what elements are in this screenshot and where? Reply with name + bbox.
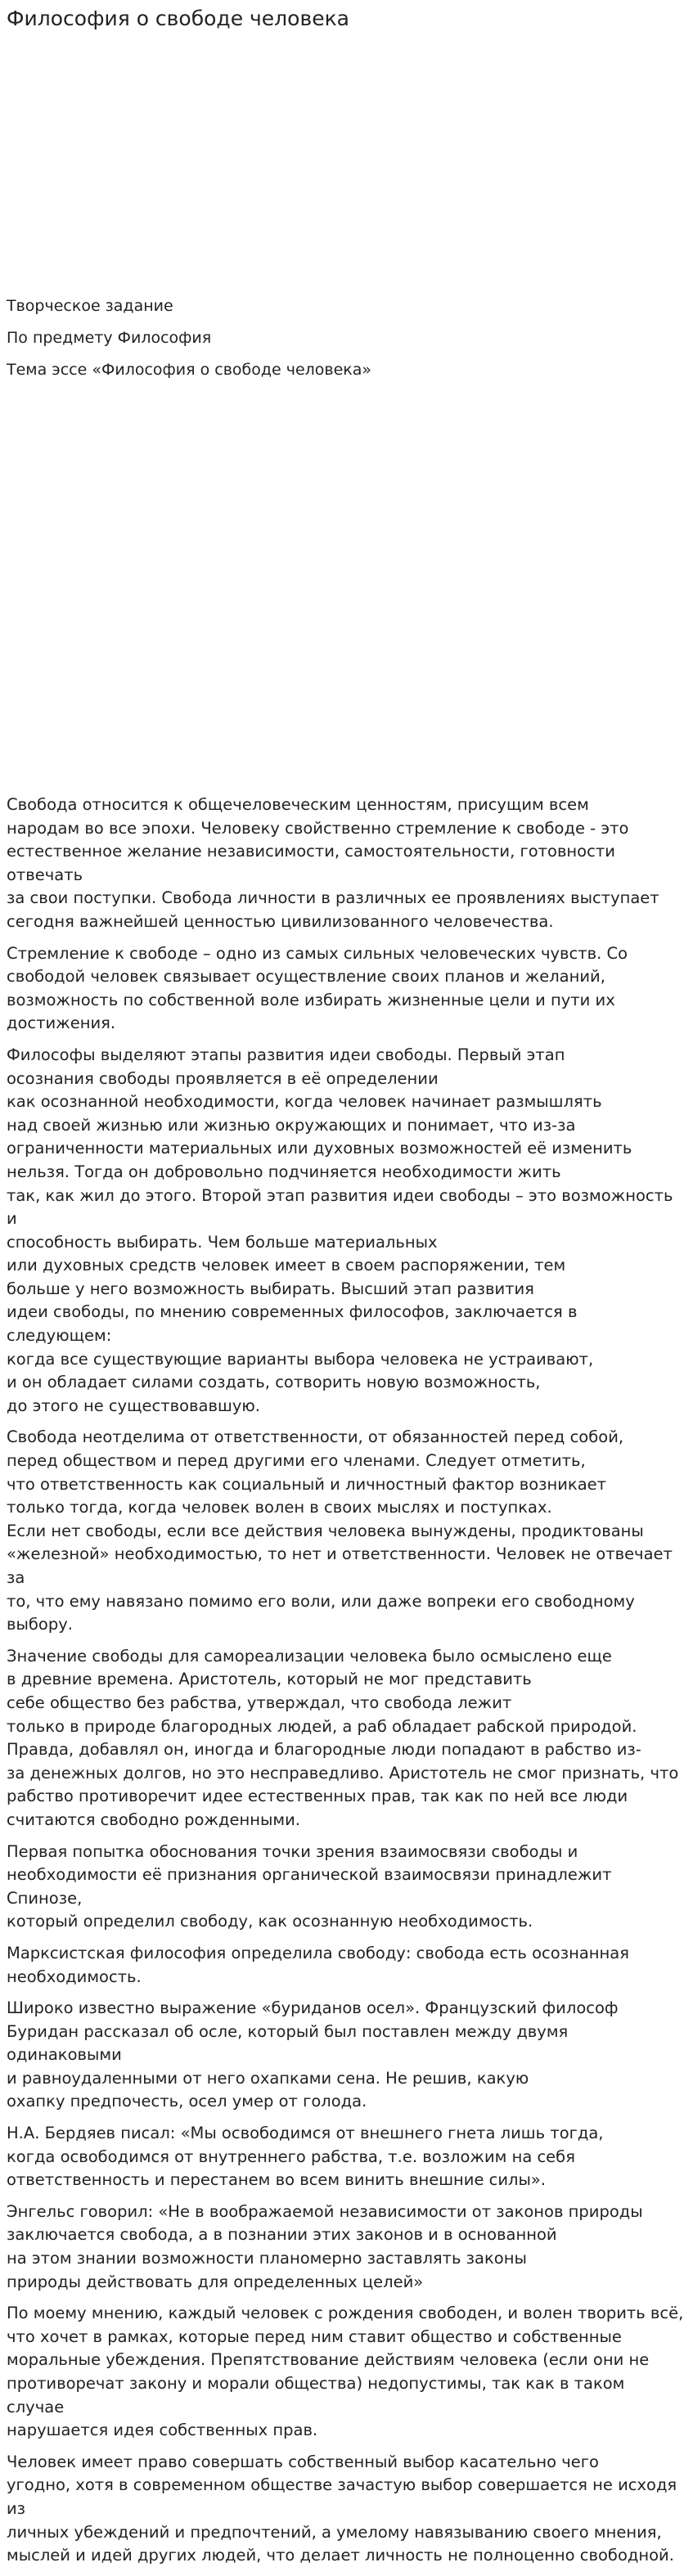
essay-paragraph: Н.А. Бердяев писал: «Мы освободимся от внешнего гнета лишь тогда, когда освободимся от внутреннего рабства, т.е. возложим на себя ответственность и перестанем во всем винить внешние силы». xyxy=(7,2124,604,2190)
assignment-info xyxy=(7,290,371,386)
essay-paragraph: Свобода неотделима от ответственности, от обязанностей перед собой, перед обществом и перед другими его членами. Следует отметить, что ответственность как социальный и личностный фактор возникает только тогда, когда человек волен в своих мыслях и поступках. Если нет свободы, если все действия человека вынуждены, продиктованы «железной» необходимостью, то нет и ответственности. Человек не отвечает за то, что ему навязано помимо его воли, или даже вопреки его свободному выбору. xyxy=(7,1427,673,1634)
essay-paragraph: Стремление к свободе – одно из самых сильных человеческих чувств. Со свободой человек связывает осуществление своих планов и желаний, возможность по собственной воле избирать жизненные цели и пути их достижения. xyxy=(7,943,628,1033)
assignment-type: Творческое задание xyxy=(7,297,173,315)
essay-body xyxy=(7,793,686,2576)
essay-paragraph: Энгельс говорил: «Не в воображаемой независимости от законов природы заключается свобода, а в познании этих законов и в основанной на этом знании возможности планомерно заставлять законы природы действовать для определенных целей» xyxy=(7,2201,643,2291)
essay-paragraph: Свобода относится к общечеловеческим ценностям, присущим всем народам во все эпохи. Человеку свойственно стремление к свободе - это естественное желание независимости, самостоятельности, готовности отвечать за свои поступки. Свобода личности в различных ее проявлениях выступает сегодня важнейшей ценностью цивилизованного человечества. xyxy=(7,795,659,931)
essay-paragraph: Широко известно выражение «буриданов осел». Французский философ Буридан рассказал об осле, который был поставлен между двумя одинаковыми и равноудаленными от него охапками сена. Не решив, какую охапку предпочесть, осел умер от голода. xyxy=(7,1998,619,2111)
essay-paragraph: По моему мнению, каждый человек с рождения свободен, и волен творить всё, что хочет в рамках, которые перед ним ставит общество и собственные моральные убеждения. Препятствование действиям человека (если они не противоречат закону и морали общества) недопустимы, так как в таком случае нарушается идея собственных прав. xyxy=(7,2304,684,2440)
essay-paragraph: Значение свободы для самореализации человека было осмыслено еще в древние времена. Аристотель, который не мог представить себе общество без рабства, утверждал, что свобода лежит только в природе благородных людей, а раб обладает рабской природой. Правда, добавлял он, иногда и благородные люди попадают в рабство из- за денежных долгов, но это несправедливо. Аристотель не смог признать, что рабство противоречит идее естественных прав, так как по ней все люди считаются свободно рожденными. xyxy=(7,1646,679,1829)
essay-paragraph: Марксистская философия определила свободу: свобода есть осознанная необходимость. xyxy=(7,1943,629,1986)
essay-paragraph: Философы выделяют этапы развития идеи свободы. Первый этап осознания свободы проявляется в её определении как осознанной необходимости, когда человек начинает размышлять над своей жизнью или жизнью окружающих и понимает, что из-за ограниченности материальных или духовных возможностей её изменить нельзя. Тогда он добровольно подчиняется необходимости жить так, как жил до этого. Второй этап развития идеи свободы – это возможность и способность выбирать. Чем больше материальных или духовных средств человек имеет в своем распоряжении, тем больше у него возможность выбирать. Высший этап развития идеи свободы, по мнению современных философов, заключается в следующем: когда все существующие варианты выбора человека не устраивают, и он обладает силами создать, сотворить новую возможность, до этого не существовавшую. xyxy=(7,1045,673,1415)
essay-paragraph: Первая попытка обоснования точки зрения взаимосвязи свободы и необходимости её признания органической взаимосвязи принадлежит Спинозе, который определил свободу, как осознанную необходимость. xyxy=(7,1841,612,1931)
page-title: Философия о свободе человека xyxy=(7,7,349,30)
essay-paragraph: Человек имеет право совершать собственный выбор касательно чего угодно, хотя в современном обществе зачастую выбор совершается не исходя из личных убеждений и предпочтений, а умелому навязыванию своего мнения, мыслей и идей других людей, что делает личность не полноценно свободной. xyxy=(7,2452,677,2565)
assignment-topic: Тема эссе «Философия о свободе человека» xyxy=(7,361,372,379)
assignment-subject: По предмету Философия xyxy=(7,329,212,347)
